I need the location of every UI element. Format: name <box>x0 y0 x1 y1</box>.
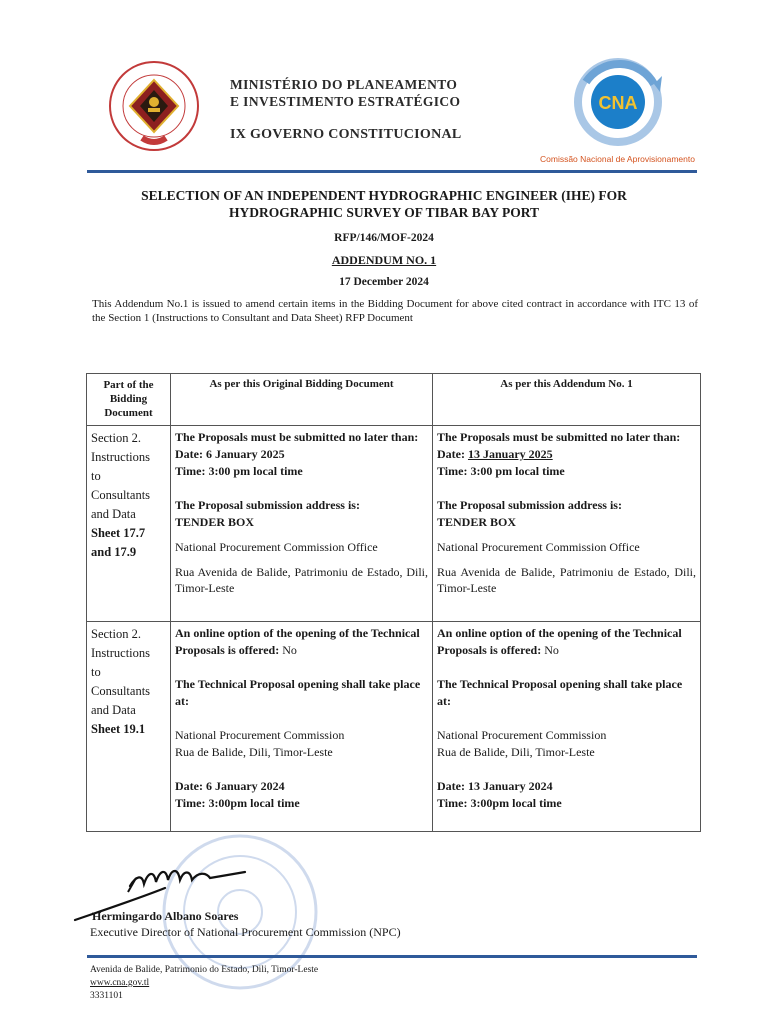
svg-text:CNA: CNA <box>598 93 638 113</box>
deadline-time: Time: 3:00 pm local time <box>437 464 565 478</box>
section-cell <box>87 622 171 832</box>
online-option: An online option of the opening of the Technical Proposals is offered: No <box>437 626 682 657</box>
office-name: National Procurement Commission Office <box>175 540 378 554</box>
commission-street: Rua de Balide, Dili, Timor-Leste <box>175 745 333 759</box>
cna-logo-icon <box>566 52 676 152</box>
commission-name: National Procurement Commission <box>437 728 607 742</box>
amendment-table <box>86 373 701 832</box>
section-line: and 17.9 <box>91 545 137 559</box>
deadline-date: Date: 13 January 2025 <box>437 447 553 461</box>
footer-website-link[interactable]: www.cna.gov.tl <box>90 978 150 988</box>
section-line: Sheet 17.7 <box>91 526 146 540</box>
office-street: Rua Avenida de Balide, Patrimoniu de Estado, Dili, Timor-Leste <box>437 565 696 595</box>
section-cell <box>87 426 171 622</box>
tender-box: TENDER BOX <box>175 515 255 529</box>
opening-time: Time: 3:00pm local time <box>175 796 300 810</box>
office-name: National Procurement Commission Office <box>437 540 640 554</box>
section-line: and Data <box>91 703 136 717</box>
address-label: The Proposal submission address is: <box>437 498 622 512</box>
section-line: Instructions <box>91 646 151 660</box>
government-name: IX GOVERNO CONSTITUCIONAL <box>230 127 462 142</box>
section-line: and Data <box>91 507 136 521</box>
signer-name: Hermingardo Albano Soares <box>92 909 239 923</box>
tender-box: TENDER BOX <box>437 515 517 529</box>
footer-address: Avenida de Balide, Patrimonio do Estado, Dili, Timor-Leste <box>90 965 319 975</box>
office-street: Rua Avenida de Balide, Patrimoniu de Estado, Dili, Timor-Leste <box>175 565 428 595</box>
original-cell <box>171 622 433 832</box>
footer-phone: 3331101 <box>90 991 123 1001</box>
document-date: 17 December 2024 <box>339 276 429 288</box>
section-line: Consultants <box>91 488 151 502</box>
cna-caption: Comissão Nacional de Aprovisionamento <box>540 154 695 164</box>
section-line: Instructions <box>91 450 151 464</box>
intro-paragraph: This Addendum No.1 is issued to amend certain items in the Bidding Document for above cited contract in accordance with ITC 13 of the Section 1 (Instructions to Consultant and Data Sheet) RFP Document <box>92 298 698 324</box>
section-line: Section 2. <box>91 431 141 445</box>
section-line: Sheet 19.1 <box>91 722 146 736</box>
header-part: Part of the Bidding Document <box>87 374 171 426</box>
table-row <box>87 426 701 622</box>
deadline-text: The Proposals must be submitted no later than: <box>175 430 419 444</box>
addendum-heading: ADDENDUM NO. 1 <box>331 253 437 267</box>
deadline-text: The Proposals must be submitted no later than: <box>437 430 681 444</box>
section-line: to <box>91 469 101 483</box>
address-label: The Proposal submission address is: <box>175 498 360 512</box>
commission-street: Rua de Balide, Dili, Timor-Leste <box>437 745 595 759</box>
opening-text: The Technical Proposal opening shall take place at: <box>175 677 421 708</box>
ministry-name-line1: MINISTÉRIO DO PLANEAMENTO <box>230 77 458 92</box>
rfp-number: RFP/146/MOF-2024 <box>334 232 434 244</box>
table-header-row <box>87 374 701 426</box>
section-line: Section 2. <box>91 627 141 641</box>
addendum-cell <box>433 426 701 622</box>
timor-leste-coat-of-arms-icon <box>108 60 200 152</box>
addendum-cell <box>433 622 701 832</box>
document-title-line2: HYDROGRAPHIC SURVEY OF TIBAR BAY PORT <box>229 205 539 220</box>
header-addendum: As per this Addendum No. 1 <box>433 374 701 426</box>
table-row <box>87 622 701 832</box>
opening-date: Date: 6 January 2024 <box>175 779 285 793</box>
header-divider <box>87 170 697 173</box>
deadline-date: Date: 6 January 2025 <box>175 447 285 461</box>
section-line: to <box>91 665 101 679</box>
opening-date: Date: 13 January 2024 <box>437 779 553 793</box>
signer-title: Executive Director of National Procurement Commission (NPC) <box>90 925 401 939</box>
footer-divider <box>87 955 697 958</box>
ministry-name-line2: E INVESTIMENTO ESTRATÉGICO <box>230 94 461 109</box>
document-title-line1: SELECTION OF AN INDEPENDENT HYDROGRAPHIC ENGINEER (IHE) FOR <box>141 188 627 203</box>
opening-text: The Technical Proposal opening shall take place at: <box>437 677 683 708</box>
opening-time: Time: 3:00pm local time <box>437 796 562 810</box>
deadline-time: Time: 3:00 pm local time <box>175 464 303 478</box>
commission-name: National Procurement Commission <box>175 728 345 742</box>
header-original: As per this Original Bidding Document <box>171 374 433 426</box>
section-line: Consultants <box>91 684 151 698</box>
online-option: An online option of the opening of the Technical Proposals is offered: No <box>175 626 420 657</box>
original-cell <box>171 426 433 622</box>
